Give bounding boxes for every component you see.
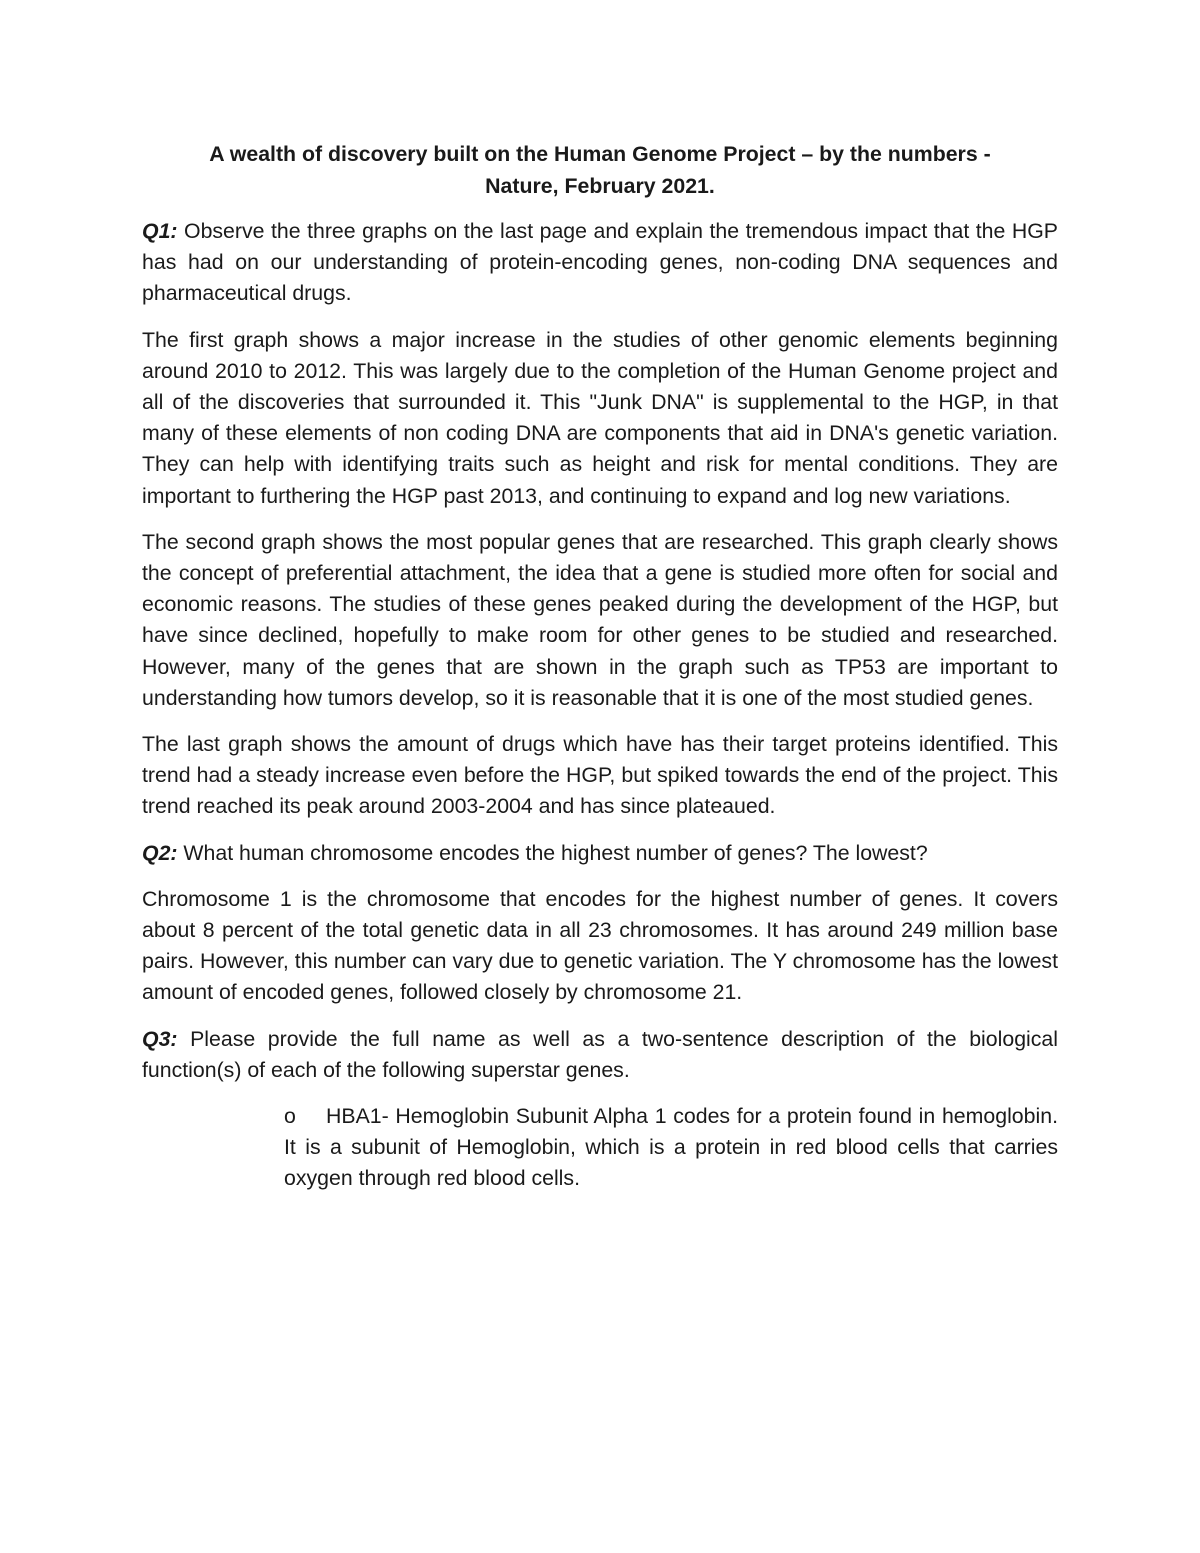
title-line-1: A wealth of discovery built on the Human Genome Project – by the numbers - bbox=[209, 142, 991, 166]
question-2-text: What human chromosome encodes the highest number of genes? The lowest? bbox=[177, 840, 928, 865]
question-1-label: Q1: bbox=[142, 219, 178, 243]
bullet-text: HBA1- Hemoglobin Subunit Alpha 1 codes for a protein found in hemoglobin. It is a subunit of Hemoglobin, which is a protein in red blood cells that carries oxygen through red blood cells. bbox=[284, 1104, 1058, 1191]
question-1-text: Observe the three graphs on the last page and explain the tremendous impact that the HGP has had on our understanding of protein-encoding genes, non-coding DNA sequences and pharmaceutical drugs. bbox=[142, 219, 1058, 306]
question-3 bbox=[142, 1024, 1058, 1086]
title-line-2: Nature, February 2021. bbox=[485, 174, 715, 198]
question-2 bbox=[142, 838, 1058, 869]
answer-1-paragraph-1: The first graph shows a major increase in the studies of other genomic elements beginning around 2010 to 2012. This was largely due to the completion of the Human Genome project and all of the discoveries that surrounded it. This "Junk DNA" is supplemental to the HGP, in that many of these elements of non coding DNA are components that aid in DNA's genetic variation. They can help with identifying traits such as height and risk for mental conditions. They are important to furthering the HGP past 2013, and continuing to expand and log new variations. bbox=[142, 327, 1058, 508]
question-1 bbox=[142, 216, 1058, 310]
bullet-marker: o bbox=[284, 1104, 296, 1129]
question-3-label: Q3: bbox=[142, 1026, 178, 1051]
answer-1-paragraph-2: The second graph shows the most popular genes that are researched. This graph clearly shows the concept of preferential attachment, the idea that a gene is studied more often for social and economic reasons. The studies of these genes peaked during the development of the HGP, but have since declined, hopefully to make room for other genes to be studied and researched. However, many of the genes that are shown in the graph such as TP53 are important to understanding how tumors develop, so it is reasonable that it is one of the most studied genes. bbox=[142, 529, 1058, 710]
document-body bbox=[142, 138, 1058, 1195]
list-item bbox=[284, 1101, 1058, 1195]
answer-2-paragraph: Chromosome 1 is the chromosome that encodes for the highest number of genes. It covers about 8 percent of the total genetic data in all 23 chromosomes. It has around 249 million base pairs. However, this number can vary due to genetic variation. The Y chromosome has the lowest amount of encoded genes, followed closely by chromosome 21. bbox=[142, 886, 1058, 1005]
document-title bbox=[142, 138, 1058, 202]
answer-1-paragraph-3: The last graph shows the amount of drugs which have has their target proteins identified. This trend had a steady increase even before the HGP, but spiked towards the end of the project. This trend reached its peak around 2003-2004 and has since plateaued. bbox=[142, 732, 1058, 819]
question-2-label: Q2: bbox=[142, 840, 178, 865]
question-3-text: Please provide the full name as well as a two-sentence description of the biological function(s) of each of the following superstar genes. bbox=[142, 1026, 1058, 1082]
